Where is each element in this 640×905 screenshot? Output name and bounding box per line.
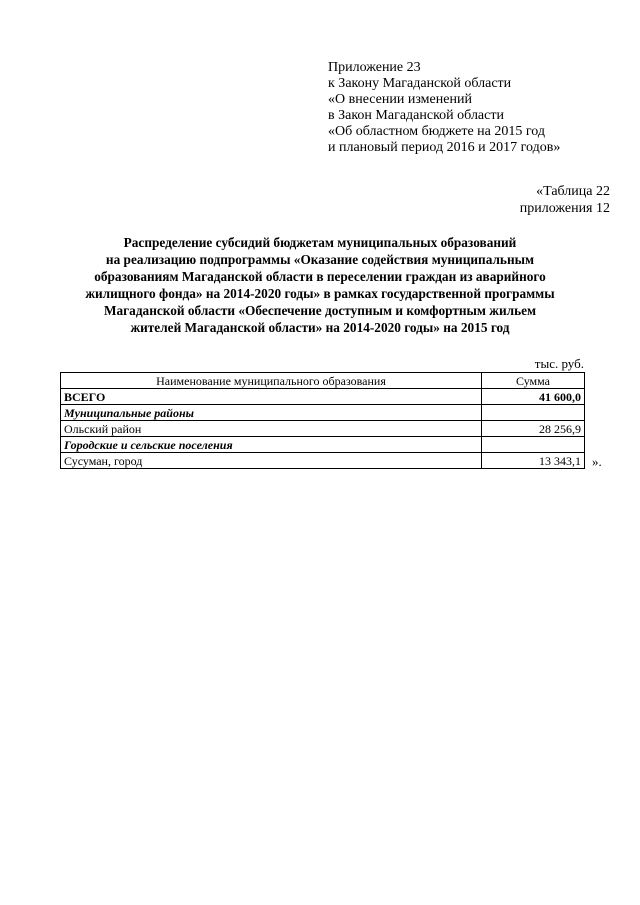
units-label: тыс. руб. xyxy=(534,356,584,371)
appendix-line: к Закону Магаданской области xyxy=(328,76,512,91)
table-row xyxy=(61,389,585,405)
row-sum: 28 256,9 xyxy=(482,421,585,437)
title-line: Распределение субсидий бюджетам муниципальных образований xyxy=(123,235,517,250)
column-header-sum: Сумма xyxy=(482,373,585,389)
appendix-line: «Об областном бюджете на 2015 год xyxy=(328,124,545,139)
table-row xyxy=(61,453,585,469)
table-reference xyxy=(520,183,610,217)
table-row xyxy=(61,437,585,453)
appendix-line: Приложение 23 xyxy=(328,60,421,75)
title-line: на реализацию подпрограммы «Оказание содействия муниципальным xyxy=(105,252,535,267)
table-row xyxy=(61,421,585,437)
appendix-line: «О внесении изменений xyxy=(328,92,472,107)
table-row xyxy=(61,405,585,421)
appendix-reference xyxy=(328,60,560,156)
appendix-line: и плановый период 2016 и 2017 годов» xyxy=(328,140,561,155)
row-name: Муниципальные районы xyxy=(61,405,482,421)
document-title xyxy=(58,234,582,336)
appendix-line: в Закон Магаданской области xyxy=(328,108,504,123)
row-name: Городские и сельские поселения xyxy=(61,437,482,453)
row-sum xyxy=(482,437,585,453)
title-line: Магаданской области «Обеспечение доступным и комфортным жильем xyxy=(103,303,537,318)
row-name: Сусуман, город xyxy=(61,453,482,469)
column-header-name: Наименование муниципального образования xyxy=(61,373,482,389)
closing-quote: ». xyxy=(592,454,602,469)
title-line: жилищного фонда» на 2014-2020 годы» в рамках государственной программы xyxy=(85,286,555,301)
row-sum: 41 600,0 xyxy=(482,389,585,405)
table-header-row xyxy=(61,373,585,389)
title-line: образованиям Магаданской области в переселении граждан из аварийного xyxy=(94,269,546,284)
row-sum: 13 343,1 xyxy=(482,453,585,469)
title-line: жителей Магаданской области» на 2014-2020 годы» на 2015 год xyxy=(130,320,510,335)
row-name: Ольский район xyxy=(61,421,482,437)
table-ref-line: приложения 12 xyxy=(519,201,610,216)
row-name: ВСЕГО xyxy=(61,389,482,405)
subsidy-table xyxy=(60,372,585,469)
table-ref-line: «Таблица 22 xyxy=(536,184,610,199)
row-sum xyxy=(482,405,585,421)
